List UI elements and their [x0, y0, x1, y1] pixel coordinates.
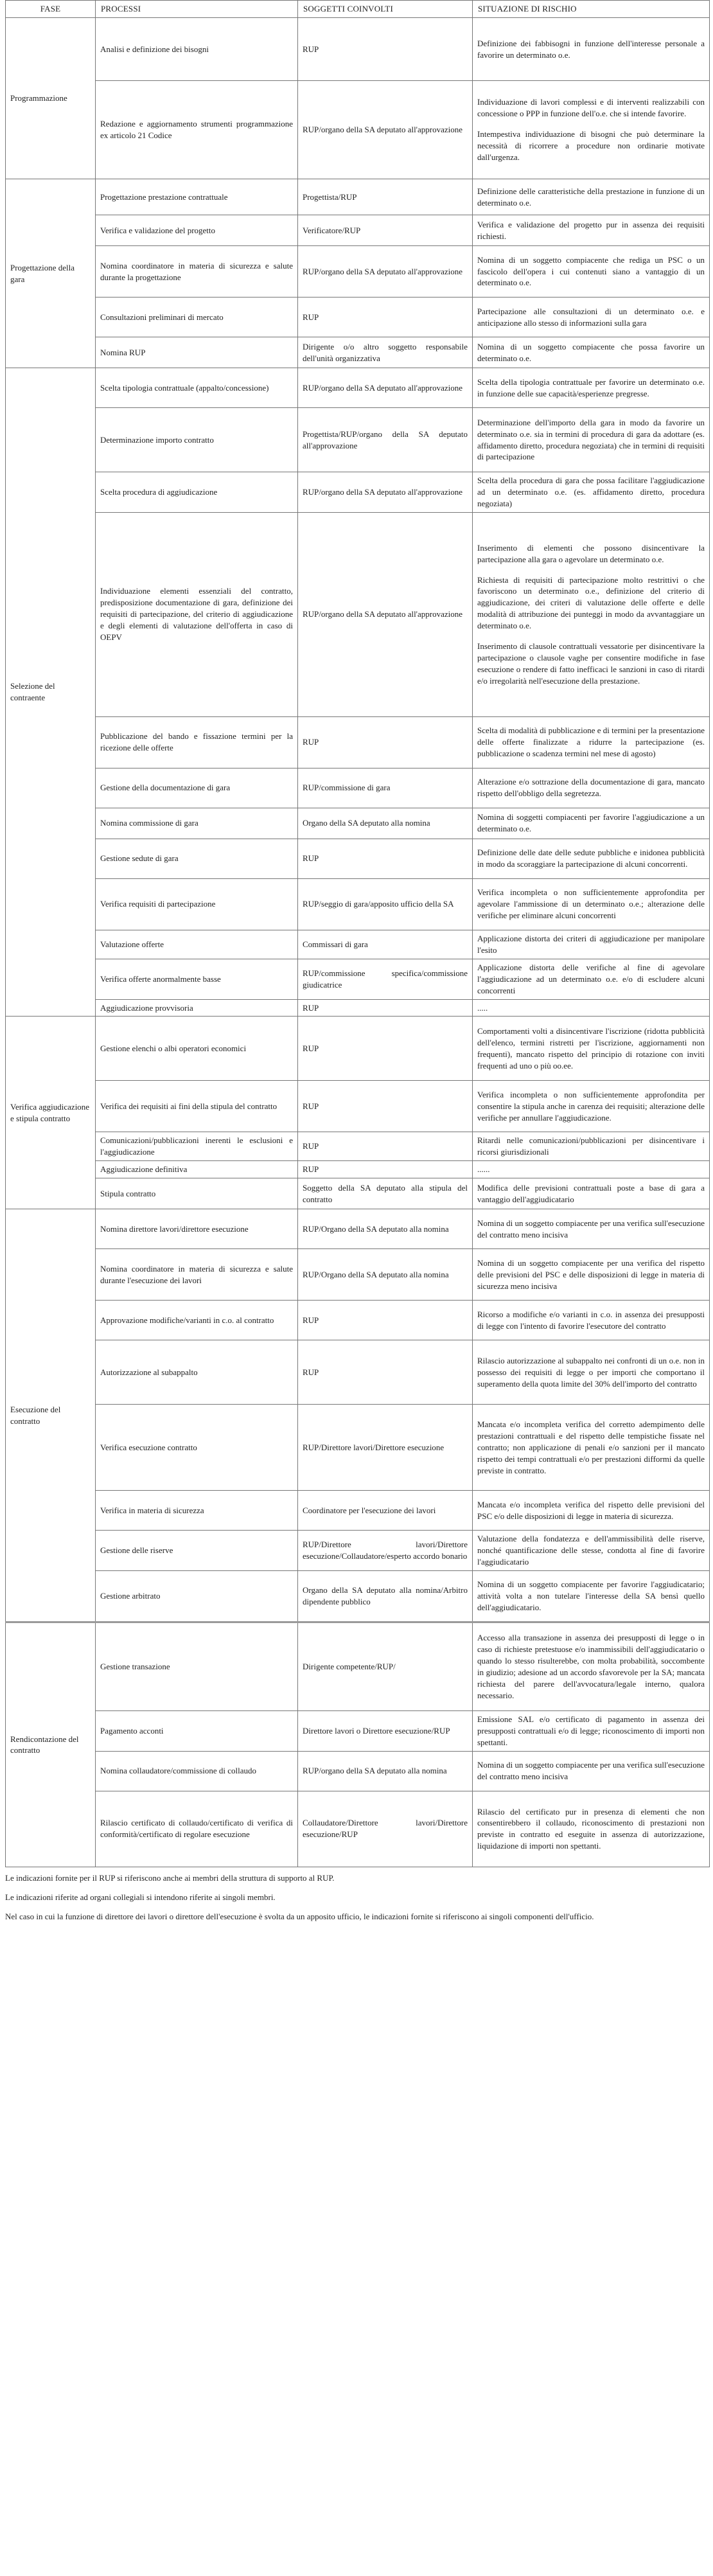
phase-cell: Verifica aggiudicazione e stipula contratto — [6, 1017, 96, 1209]
subject-cell: Organo della SA deputato alla nomina — [298, 808, 473, 839]
risk-cell — [473, 1209, 710, 1249]
subject-cell: RUP/organo della SA deputato alla nomina — [298, 1751, 473, 1791]
risk-paragraph: Inserimento di elementi che possono disincentivare la partecipazione alla gara o agevolare un determinato o.e. — [477, 542, 705, 564]
header-fase: FASE — [6, 1, 96, 18]
subject-cell: RUP — [298, 1161, 473, 1178]
process-cell: Nomina coordinatore in materia di sicurezza e salute durante l'esecuzione dei lavori — [96, 1249, 298, 1301]
table-row — [6, 408, 710, 472]
phase-cell: Rendicontazione del contratto — [6, 1622, 96, 1867]
risk-paragraph: Applicazione distorta dei criteri di aggiudicazione per manipolare l'esito — [477, 933, 705, 955]
subject-cell: RUP/organo della SA deputato all'approvazione — [298, 512, 473, 716]
table-row — [6, 768, 710, 808]
table-row — [6, 1491, 710, 1531]
subject-cell: RUP/Direttore lavori/Direttore esecuzione/Collaudatore/esperto accordo bonario — [298, 1531, 473, 1571]
header-soggetti: SOGGETTI COINVOLTI — [298, 1, 473, 18]
risk-cell — [473, 878, 710, 930]
subject-cell: RUP/organo della SA deputato all'approvazione — [298, 81, 473, 179]
risk-paragraph: ..... — [477, 1002, 488, 1013]
process-cell: Nomina collaudatore/commissione di collaudo — [96, 1751, 298, 1791]
process-cell: Consultazioni preliminari di mercato — [96, 298, 298, 337]
table-row — [6, 472, 710, 513]
risk-paragraph: Verifica incompleta o non sufficientemente approfondita per consentire la stipula anche in carenza dei requisiti; alterazione delle verifiche per annullare l'aggiudicazione. — [477, 1090, 705, 1123]
table-row — [6, 959, 710, 999]
risk-cell — [473, 179, 710, 215]
subject-cell: RUP — [298, 1081, 473, 1132]
table-row — [6, 215, 710, 246]
table-row — [6, 298, 710, 337]
header-rischio: SITUAZIONE DI RISCHIO — [473, 1, 710, 18]
table-row — [6, 1791, 710, 1867]
subject-cell: RUP — [298, 839, 473, 878]
process-cell: Rilascio certificato di collaudo/certificato di verifica di conformità/certificato di regolare esecuzione — [96, 1791, 298, 1867]
subject-cell: Commissari di gara — [298, 930, 473, 959]
risk-cell — [473, 1017, 710, 1081]
subject-cell: RUP — [298, 18, 473, 81]
subject-cell: RUP/organo della SA deputato all'approvazione — [298, 472, 473, 513]
process-cell: Verifica e validazione del progetto — [96, 215, 298, 246]
process-cell: Pagamento acconti — [96, 1711, 298, 1752]
subject-cell: RUP/commissione specifica/commissione giudicatrice — [298, 959, 473, 999]
subject-cell: RUP — [298, 1301, 473, 1340]
subject-cell: RUP — [298, 1340, 473, 1405]
footnote: Nel caso in cui la funzione di direttore dei lavori o direttore dell'esecuzione è svolta da un apposito ufficio, le indicazioni fornite si riferiscono ai singoli componenti dell'ufficio. — [5, 1912, 594, 1922]
risk-cell — [473, 959, 710, 999]
process-cell: Autorizzazione al subappalto — [96, 1340, 298, 1405]
phase-cell: Esecuzione del contratto — [6, 1209, 96, 1622]
table-row — [6, 1405, 710, 1491]
risk-cell — [473, 1301, 710, 1340]
risk-cell — [473, 1405, 710, 1491]
risk-paragraph: Modifica delle previsioni contrattuali poste a base di gara a vantaggio dell'aggiudicatario — [477, 1182, 705, 1204]
risk-cell — [473, 1531, 710, 1571]
risk-table — [5, 0, 710, 1867]
risk-paragraph: Individuazione di lavori complessi e di interventi realizzabili con concessione o PPP in funzione dell'o.e. che si intende favorire. — [477, 97, 705, 119]
risk-paragraph: Verifica e validazione del progetto pur in assenza dei requisiti richiesti. — [477, 219, 705, 241]
risk-paragraph: Inserimento di clausole contrattuali vessatorie per disincentivare la partecipazione o clausole vaghe per consentire modifiche in fase esecuzione o rendere di fatto inefficaci le sanzioni in caso di ritardi e/o irregolarità nell'esecuzione della prestazione. — [477, 641, 705, 686]
risk-paragraph: Nomina di un soggetto compiacente per una verifica del rispetto delle previsioni del PSC e delle disposizioni di legge in materia di sicurezza meno incisiva — [477, 1257, 705, 1291]
risk-cell — [473, 408, 710, 472]
risk-paragraph: Scelta della tipologia contrattuale per favorire un determinato o.e. in funzione delle sue capacità/esperienze pregresse. — [477, 377, 705, 398]
process-cell: Verifica offerte anormalmente basse — [96, 959, 298, 999]
subject-cell: RUP — [298, 1017, 473, 1081]
process-cell: Scelta tipologia contrattuale (appalto/concessione) — [96, 368, 298, 408]
subject-cell: RUP/seggio di gara/apposito ufficio della SA — [298, 878, 473, 930]
risk-paragraph: Rilascio del certificato pur in presenza di elementi che non consentirebbero il collaudo, riconoscimento di prestazioni non previste in contratto ed eseguite in assenza di autorizzazione, liquidazione di importi non spettanti. — [477, 1806, 705, 1851]
table-row — [6, 1622, 710, 1711]
process-cell: Verifica dei requisiti ai fini della stipula del contratto — [96, 1081, 298, 1132]
risk-cell — [473, 1132, 710, 1161]
risk-paragraph: Definizione dei fabbisogni in funzione dell'interesse personale a favorire un determinato o.e. — [477, 38, 705, 60]
footnotes — [5, 1872, 709, 1923]
subject-cell: RUP — [298, 999, 473, 1017]
risk-cell — [473, 1161, 710, 1178]
risk-paragraph: Ritardi nelle comunicazioni/pubblicazioni per disincentivare i ricorsi giurisdizionali — [477, 1135, 705, 1157]
subject-cell: RUP/organo della SA deputato all'approvazione — [298, 368, 473, 408]
process-cell: Gestione delle riserve — [96, 1531, 298, 1571]
process-cell: Gestione della documentazione di gara — [96, 768, 298, 808]
process-cell: Gestione elenchi o albi operatori economici — [96, 1017, 298, 1081]
risk-cell — [473, 930, 710, 959]
table-row — [6, 1132, 710, 1161]
risk-cell — [473, 1178, 710, 1209]
footnote: Le indicazioni riferite ad organi collegiali si intendono riferite ai singoli membri. — [5, 1892, 276, 1903]
risk-paragraph: Nomina di un soggetto compiacente per una verifica sull'esecuzione del contratto meno incisiva — [477, 1760, 705, 1782]
risk-cell — [473, 368, 710, 408]
risk-paragraph: Determinazione dell'importo della gara in modo da favorire un determinato o.e. sia in termini di procedura di gara da adottare (es. affidamento diretto, procedura negoziata) che in termini di requisiti di partecipazione — [477, 417, 705, 462]
table-row — [6, 1571, 710, 1622]
subject-cell: Direttore lavori o Direttore esecuzione/RUP — [298, 1711, 473, 1752]
process-cell: Valutazione offerte — [96, 930, 298, 959]
subject-cell: RUP/commissione di gara — [298, 768, 473, 808]
table-row — [6, 839, 710, 878]
risk-paragraph: Nomina di un soggetto compiacente che possa favorire un determinato o.e. — [477, 341, 705, 363]
subject-cell: Progettista/RUP — [298, 179, 473, 215]
risk-paragraph: Ricorso a modifiche e/o varianti in c.o. in assenza dei presupposti di legge con l'intento di favorire l'esecutore del contratto — [477, 1309, 705, 1331]
risk-paragraph: Scelta della procedura di gara che possa facilitare l'aggiudicazione ad un determinato o.e. (es. affidamento diretto, procedura negoziata) — [477, 475, 705, 508]
phase-cell: Programmazione — [6, 18, 96, 179]
risk-cell — [473, 1340, 710, 1405]
risk-cell — [473, 1571, 710, 1622]
process-cell: Progettazione prestazione contrattuale — [96, 179, 298, 215]
process-cell: Comunicazioni/pubblicazioni inerenti le esclusioni e l'aggiudicazione — [96, 1132, 298, 1161]
risk-cell — [473, 1249, 710, 1301]
risk-paragraph: Partecipazione alle consultazioni di un determinato o.e. e anticipazione allo stesso di informazioni sulla gara — [477, 306, 705, 328]
risk-cell — [473, 1081, 710, 1132]
process-cell: Nomina commissione di gara — [96, 808, 298, 839]
table-row — [6, 1249, 710, 1301]
subject-cell: RUP/organo della SA deputato all'approvazione — [298, 246, 473, 298]
subject-cell: RUP — [298, 298, 473, 337]
risk-paragraph: Emissione SAL e/o certificato di pagamento in assenza dei presupposti contrattuali e/o di legge; riconoscimento di importi non spettanti. — [477, 1714, 705, 1747]
process-cell: Gestione transazione — [96, 1622, 298, 1711]
header-processi: PROCESSI — [96, 1, 298, 18]
phase-cell: Selezione del contraente — [6, 368, 96, 1017]
risk-paragraph: Accesso alla transazione in assenza dei presupposti di legge o in caso di richieste pretestuose e/o inammissibili dell'aggiudicatario o quando lo stesso risulterebbe, con molta probabilità, soccombente in giudizio; adesione ad un accordo sfavorevole per la SA; mancata richiesta del parere dell'avvocatura/legale interno, qualora necessario. — [477, 1633, 705, 1700]
process-cell: Individuazione elementi essenziali del contratto, predisposizione documentazione di gara, definizione dei requisiti di partecipazione, del criterio di aggiudicazione e degli elementi di valutazione dell'offerta in caso di OEPV — [96, 512, 298, 716]
subject-cell: Collaudatore/Direttore lavori/Direttore esecuzione/RUP — [298, 1791, 473, 1867]
subject-cell: RUP/Organo della SA deputato alla nomina — [298, 1249, 473, 1301]
risk-cell — [473, 999, 710, 1017]
risk-cell — [473, 298, 710, 337]
table-row — [6, 716, 710, 768]
risk-paragraph: Definizione delle caratteristiche della prestazione in funzione di un determinato o.e. — [477, 186, 705, 208]
table-row — [6, 337, 710, 368]
subject-cell: Dirigente o/o altro soggetto responsabile dell'unità organizzativa — [298, 337, 473, 368]
table-row — [6, 1178, 710, 1209]
risk-paragraph: Verifica incompleta o non sufficientemente approfondita per agevolare l'ammissione di un determinato o.e.; alterazione delle verifiche per eliminare alcuni concorrenti — [477, 887, 705, 921]
risk-paragraph: Mancata e/o incompleta verifica del rispetto delle previsioni del PSC e/o delle disposizioni di legge in materia di sicurezza. — [477, 1499, 705, 1521]
risk-cell — [473, 839, 710, 878]
risk-paragraph: ...... — [477, 1164, 490, 1175]
table-row — [6, 1081, 710, 1132]
risk-paragraph: Nomina di un soggetto compiacente per favorire l'aggiudicatario; attività volta a non tutelare l'interesse della SA bensì quello dell'aggiudicatario. — [477, 1579, 705, 1613]
subject-cell: Dirigente competente/RUP/ — [298, 1622, 473, 1711]
risk-cell — [473, 81, 710, 179]
table-row — [6, 1751, 710, 1791]
process-cell: Analisi e definizione dei bisogni — [96, 18, 298, 81]
table-row — [6, 1711, 710, 1752]
process-cell: Aggiudicazione provvisoria — [96, 999, 298, 1017]
subject-cell: RUP/Direttore lavori/Direttore esecuzione — [298, 1405, 473, 1491]
process-cell: Determinazione importo contratto — [96, 408, 298, 472]
risk-paragraph: Richiesta di requisiti di partecipazione molto restrittivi o che favoriscono un determinato o.e., definizione del criterio di aggiudicazione, dei criteri di valutazione delle offerte e delle modalità di attribuzione dei punteggi in modo da avvantaggiare un determinato o.e. — [477, 574, 705, 631]
process-cell: Nomina direttore lavori/direttore esecuzione — [96, 1209, 298, 1249]
process-cell: Nomina RUP — [96, 337, 298, 368]
risk-cell — [473, 1751, 710, 1791]
table-row — [6, 81, 710, 179]
risk-cell — [473, 337, 710, 368]
phase-cell: Progettazione della gara — [6, 179, 96, 368]
table-row — [6, 368, 710, 408]
process-cell: Nomina coordinatore in materia di sicurezza e salute durante la progettazione — [96, 246, 298, 298]
risk-paragraph: Mancata e/o incompleta verifica del corretto adempimento delle prestazioni contrattuali e del rispetto delle tempistiche fissate nel contratto; non applicazione di penali e/o sanzioni per il mancato rispetto dei tempi contrattuali e/o per prestazioni difformi da quelle previste in contratto. — [477, 1419, 705, 1475]
risk-cell — [473, 1791, 710, 1867]
table-row — [6, 18, 710, 81]
process-cell: Verifica esecuzione contratto — [96, 1405, 298, 1491]
risk-paragraph: Rilascio autorizzazione al subappalto nei confronti di un o.e. non in possesso dei requisiti di legge o per importi che comportano il superamento della quota limite del 30% dell'importo del contratto — [477, 1355, 705, 1389]
risk-paragraph: Applicazione distorta delle verifiche al fine di agevolare l'aggiudicazione ad un determinato o.e. e/o di escludere alcuni concorrenti — [477, 962, 705, 995]
subject-cell: RUP/Organo della SA deputato alla nomina — [298, 1209, 473, 1249]
process-cell: Aggiudicazione definitiva — [96, 1161, 298, 1178]
subject-cell: Verificatore/RUP — [298, 215, 473, 246]
risk-cell — [473, 18, 710, 81]
table-row — [6, 808, 710, 839]
risk-paragraph: Scelta di modalità di pubblicazione e di termini per la presentazione delle offerte finalizzate a ridurre la partecipazione (es. pubblicazione o scadenza termini nel mese di agosto) — [477, 725, 705, 759]
risk-paragraph: Definizione delle date delle sedute pubbliche e inidonea pubblicità in modo da scoraggiare la partecipazione di alcuni concorrenti. — [477, 848, 705, 869]
table-row — [6, 999, 710, 1017]
process-cell: Verifica in materia di sicurezza — [96, 1491, 298, 1531]
risk-cell — [473, 808, 710, 839]
risk-cell — [473, 768, 710, 808]
subject-cell: Progettista/RUP/organo della SA deputato all'approvazione — [298, 408, 473, 472]
process-cell: Scelta procedura di aggiudicazione — [96, 472, 298, 513]
table-row — [6, 878, 710, 930]
table-row — [6, 179, 710, 215]
table-row — [6, 246, 710, 298]
risk-cell — [473, 512, 710, 716]
process-cell: Gestione arbitrato — [96, 1571, 298, 1622]
process-cell: Approvazione modifiche/varianti in c.o. al contratto — [96, 1301, 298, 1340]
table-row — [6, 1209, 710, 1249]
footnote: Le indicazioni fornite per il RUP si riferiscono anche ai membri della struttura di supporto al RUP. — [5, 1872, 335, 1883]
risk-cell — [473, 1491, 710, 1531]
process-cell: Gestione sedute di gara — [96, 839, 298, 878]
risk-cell — [473, 472, 710, 513]
subject-cell: Coordinatore per l'esecuzione dei lavori — [298, 1491, 473, 1531]
risk-cell — [473, 1711, 710, 1752]
risk-paragraph: Nomina di un soggetto compiacente per una verifica sull'esecuzione del contratto meno incisiva — [477, 1218, 705, 1239]
risk-paragraph: Intempestiva individuazione di bisogni che può determinare la necessità di ricorrere a procedure non ordinarie motivate dall'urgenza. — [477, 129, 705, 162]
risk-paragraph: Valutazione della fondatezza e dell'ammissibilità delle riserve, nonché quantificazione delle stesse, condotta al fine di favorire l'aggiudicatario — [477, 1534, 705, 1567]
table-row — [6, 1301, 710, 1340]
risk-cell — [473, 716, 710, 768]
risk-cell — [473, 215, 710, 246]
risk-paragraph: Alterazione e/o sottrazione della documentazione di gara, mancato rispetto dell'obbligo della segretezza. — [477, 777, 705, 799]
table-row — [6, 930, 710, 959]
table-row — [6, 512, 710, 716]
process-cell: Redazione e aggiornamento strumenti programmazione ex articolo 21 Codice — [96, 81, 298, 179]
table-body — [6, 18, 710, 1867]
process-cell: Pubblicazione del bando e fissazione termini per la ricezione delle offerte — [96, 716, 298, 768]
process-cell: Verifica requisiti di partecipazione — [96, 878, 298, 930]
risk-paragraph: Nomina di soggetti compiacenti per favorire l'aggiudicazione a un determinato o.e. — [477, 812, 705, 834]
subject-cell: Organo della SA deputato alla nomina/Arbitro dipendente pubblico — [298, 1571, 473, 1622]
risk-cell — [473, 246, 710, 298]
subject-cell: Soggetto della SA deputato alla stipula del contratto — [298, 1178, 473, 1209]
risk-paragraph: Nomina di un soggetto compiacente che rediga un PSC o un fascicolo dell'opera i cui contenuti siano a vantaggio di un determinato o.e. — [477, 254, 705, 288]
table-header-row — [6, 1, 710, 18]
table-row — [6, 1531, 710, 1571]
table-row — [6, 1017, 710, 1081]
table-row — [6, 1340, 710, 1405]
risk-cell — [473, 1622, 710, 1711]
subject-cell: RUP — [298, 716, 473, 768]
table-row — [6, 1161, 710, 1178]
subject-cell: RUP — [298, 1132, 473, 1161]
process-cell: Stipula contratto — [96, 1178, 298, 1209]
risk-paragraph: Comportamenti volti a disincentivare l'iscrizione (ridotta pubblicità dell'elenco, termini ristretti per l'iscrizione, aggiornamenti non frequenti), mancato rispetto del principio di rotazione con inviti frequenti ad uno o più oo.ee. — [477, 1026, 705, 1070]
